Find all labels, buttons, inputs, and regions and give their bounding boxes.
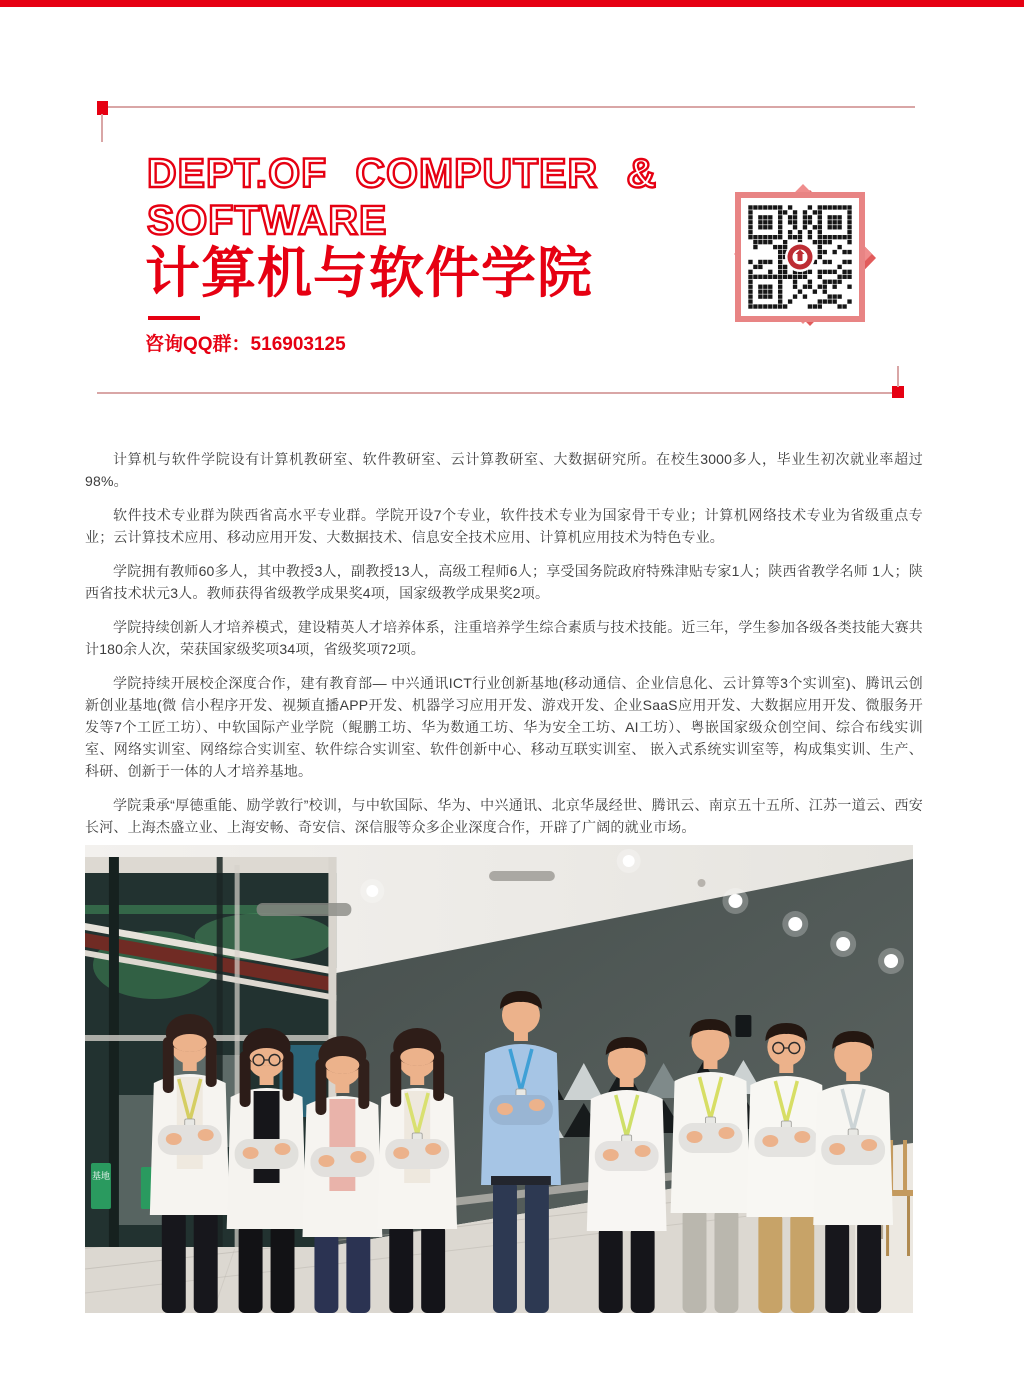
corner-marker-bottom-right [892,386,904,398]
corner-marker-top-left [97,101,108,115]
paragraph-overview: 计算机与软件学院设有计算机教研室、软件教研室、云计算教研室、大数据研究所。在校生3000多人，毕业生初次就业率超过98%。 [85,451,923,489]
dept-title-zh: 计算机与软件学院 [145,242,594,304]
paragraph-cooperation: 学院持续开展校企深度合作，建有教育部— 中兴通讯ICT行业创新基地(移动通信、企业信息化、云计算等3个实训室)、腾讯云创新创业基地(微 信小程序开发、视频直播APP开发、机器学习应用开发、游戏开发、企业SaaS应用开发、大数据应用开发、微服务开发等7个工匠工坊）、中软国际产业学院（鲲鹏工坊、华为数通工坊、华为安全工坊、AI工坊）、粤嵌国家级众创空间、综合布线实训室、网络实训室、网络综合实训室、软件综合实训室、软件创新中心、移动互联实训室、 嵌入式系统实训室等，构成集实训、生产、科研、创新于一体的人才培养基地。 [85,675,923,779]
paragraph-majors: 软件技术专业群为陕西省高水平专业群。学院开设7个专业，软件技术专业为国家骨干专业；计算机网络技术专业为省级重点专业；云计算技术应用、移动应用开发、大数据技术、信息安全技术应用、计算机应用技术为特色专业。 [85,507,923,545]
photo-scene [85,845,913,1313]
top-rule-tick [101,114,103,142]
intro-text-block [85,448,923,838]
title-underline [148,316,200,320]
top-red-bar [0,0,1024,7]
qr-decoration [722,176,882,333]
photo-sign-label: 基地 [91,1170,110,1182]
dept-title-en-line1: DEPT.OF COMPUTER & [147,150,658,196]
qr-center-logo [785,242,815,272]
qq-group-qr-code [722,176,882,333]
separator-rule-tick [897,366,899,387]
paragraph-motto: 学院秉承“厚德重能、励学敦行”校训，与中软国际、华为、中兴通讯、北京华晟经世、腾讯云、南京五十五所、江苏一道云、西安长河、上海杰盛立业、上海安畅、奇安信、深信服等众多企业深度合作，开辟了广阔的就业市场。 [85,797,923,835]
top-rule-line [99,106,915,108]
qq-group-label: 咨询QQ群：516903125 [145,334,346,355]
dept-title-en-line2: SOFTWARE [147,197,388,243]
faculty-group-photo [85,845,913,1313]
paragraph-faculty: 学院拥有教师60多人，其中教授3人，副教授13人，高级工程师6人；享受国务院政府特殊津贴专家1人；陕西省教学名师 1人；陕西省技术状元3人。教师获得省级教学成果奖4项，国家级教学成果奖2项。 [85,563,923,601]
paragraph-talent: 学院持续创新人才培养模式，建设精英人才培养体系，注重培养学生综合素质与技术技能。近三年，学生参加各级各类技能大赛共计180余人次，荣获国家级奖项34项，省级奖项72项。 [85,619,923,657]
separator-rule-line [97,392,897,394]
